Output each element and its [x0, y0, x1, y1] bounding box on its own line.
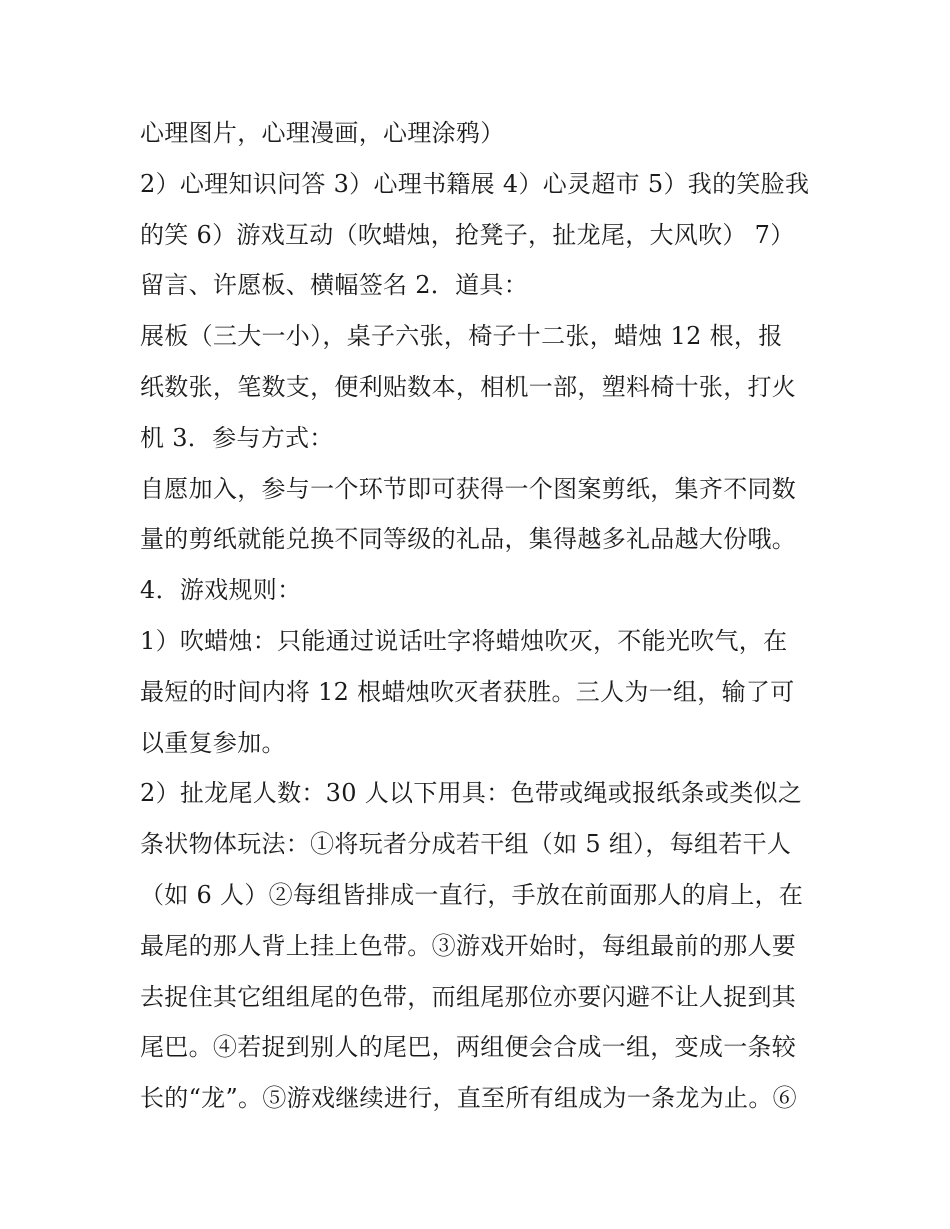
text-line: 尾巴。④若捉到别人的尾巴，两组便会合成一组，变成一条较 — [140, 1033, 797, 1062]
text-line: 留言、许愿板、横幅签名 2．道具： — [140, 271, 528, 300]
text-line: 机 3．参与方式： — [140, 423, 334, 452]
text-line: 去捉住其它组组尾的色带，而组尾那位亦要闪避不让人捉到其 — [140, 982, 797, 1011]
text-line: 最尾的那人背上挂上色带。③游戏开始时，每组最前的那人要 — [140, 931, 797, 960]
text-line: 2）心理知识问答 3）心理书籍展 4）心灵超市 5）我的笑脸我 — [140, 169, 810, 198]
text-line: 量的剪纸就能兑换不同等级的礼品，集得越多礼品越大份哦。 — [140, 525, 797, 554]
text-line: 1）吹蜡烛：只能通过说话吐字将蜡烛吹灭，不能光吹气，在 — [140, 626, 788, 655]
text-line: （如 6 人）②每组皆排成一直行，手放在前面那人的肩上，在 — [140, 880, 804, 909]
text-line: 纸数张，笔数支，便利贴数本，相机一部，塑料椅十张，打火 — [140, 372, 797, 401]
text-line: 心理图片，心理漫画，心理涂鸦） — [140, 119, 505, 147]
text-line: 条状物体玩法：①将玩者分成若干组（如 5 组），每组若干人 — [140, 830, 792, 859]
text-line: 的笑 6）游戏互动（吹蜡烛，抢凳子，扯龙尾，大风吹） 7） — [140, 220, 795, 249]
text-line: 以重复参加。 — [140, 728, 286, 757]
text-line: 2）扯龙尾人数：30 人以下用具：色带或绳或报纸条或类似之 — [140, 779, 803, 808]
body-text — [140, 108, 820, 1124]
text-line: 最短的时间内将 12 根蜡烛吹灭者获胜。三人为一组，输了可 — [140, 677, 795, 706]
text-line: 展板（三大一小），桌子六张，椅子十二张，蜡烛 12 根，报 — [140, 322, 783, 351]
text-line: 4．游戏规则： — [140, 576, 302, 605]
text-line: 长的“龙”。⑤游戏继续进行，直至所有组成为一条龙为止。⑥ — [140, 1084, 797, 1113]
text-line: 自愿加入，参与一个环节即可获得一个图案剪纸，集齐不同数 — [140, 474, 797, 503]
